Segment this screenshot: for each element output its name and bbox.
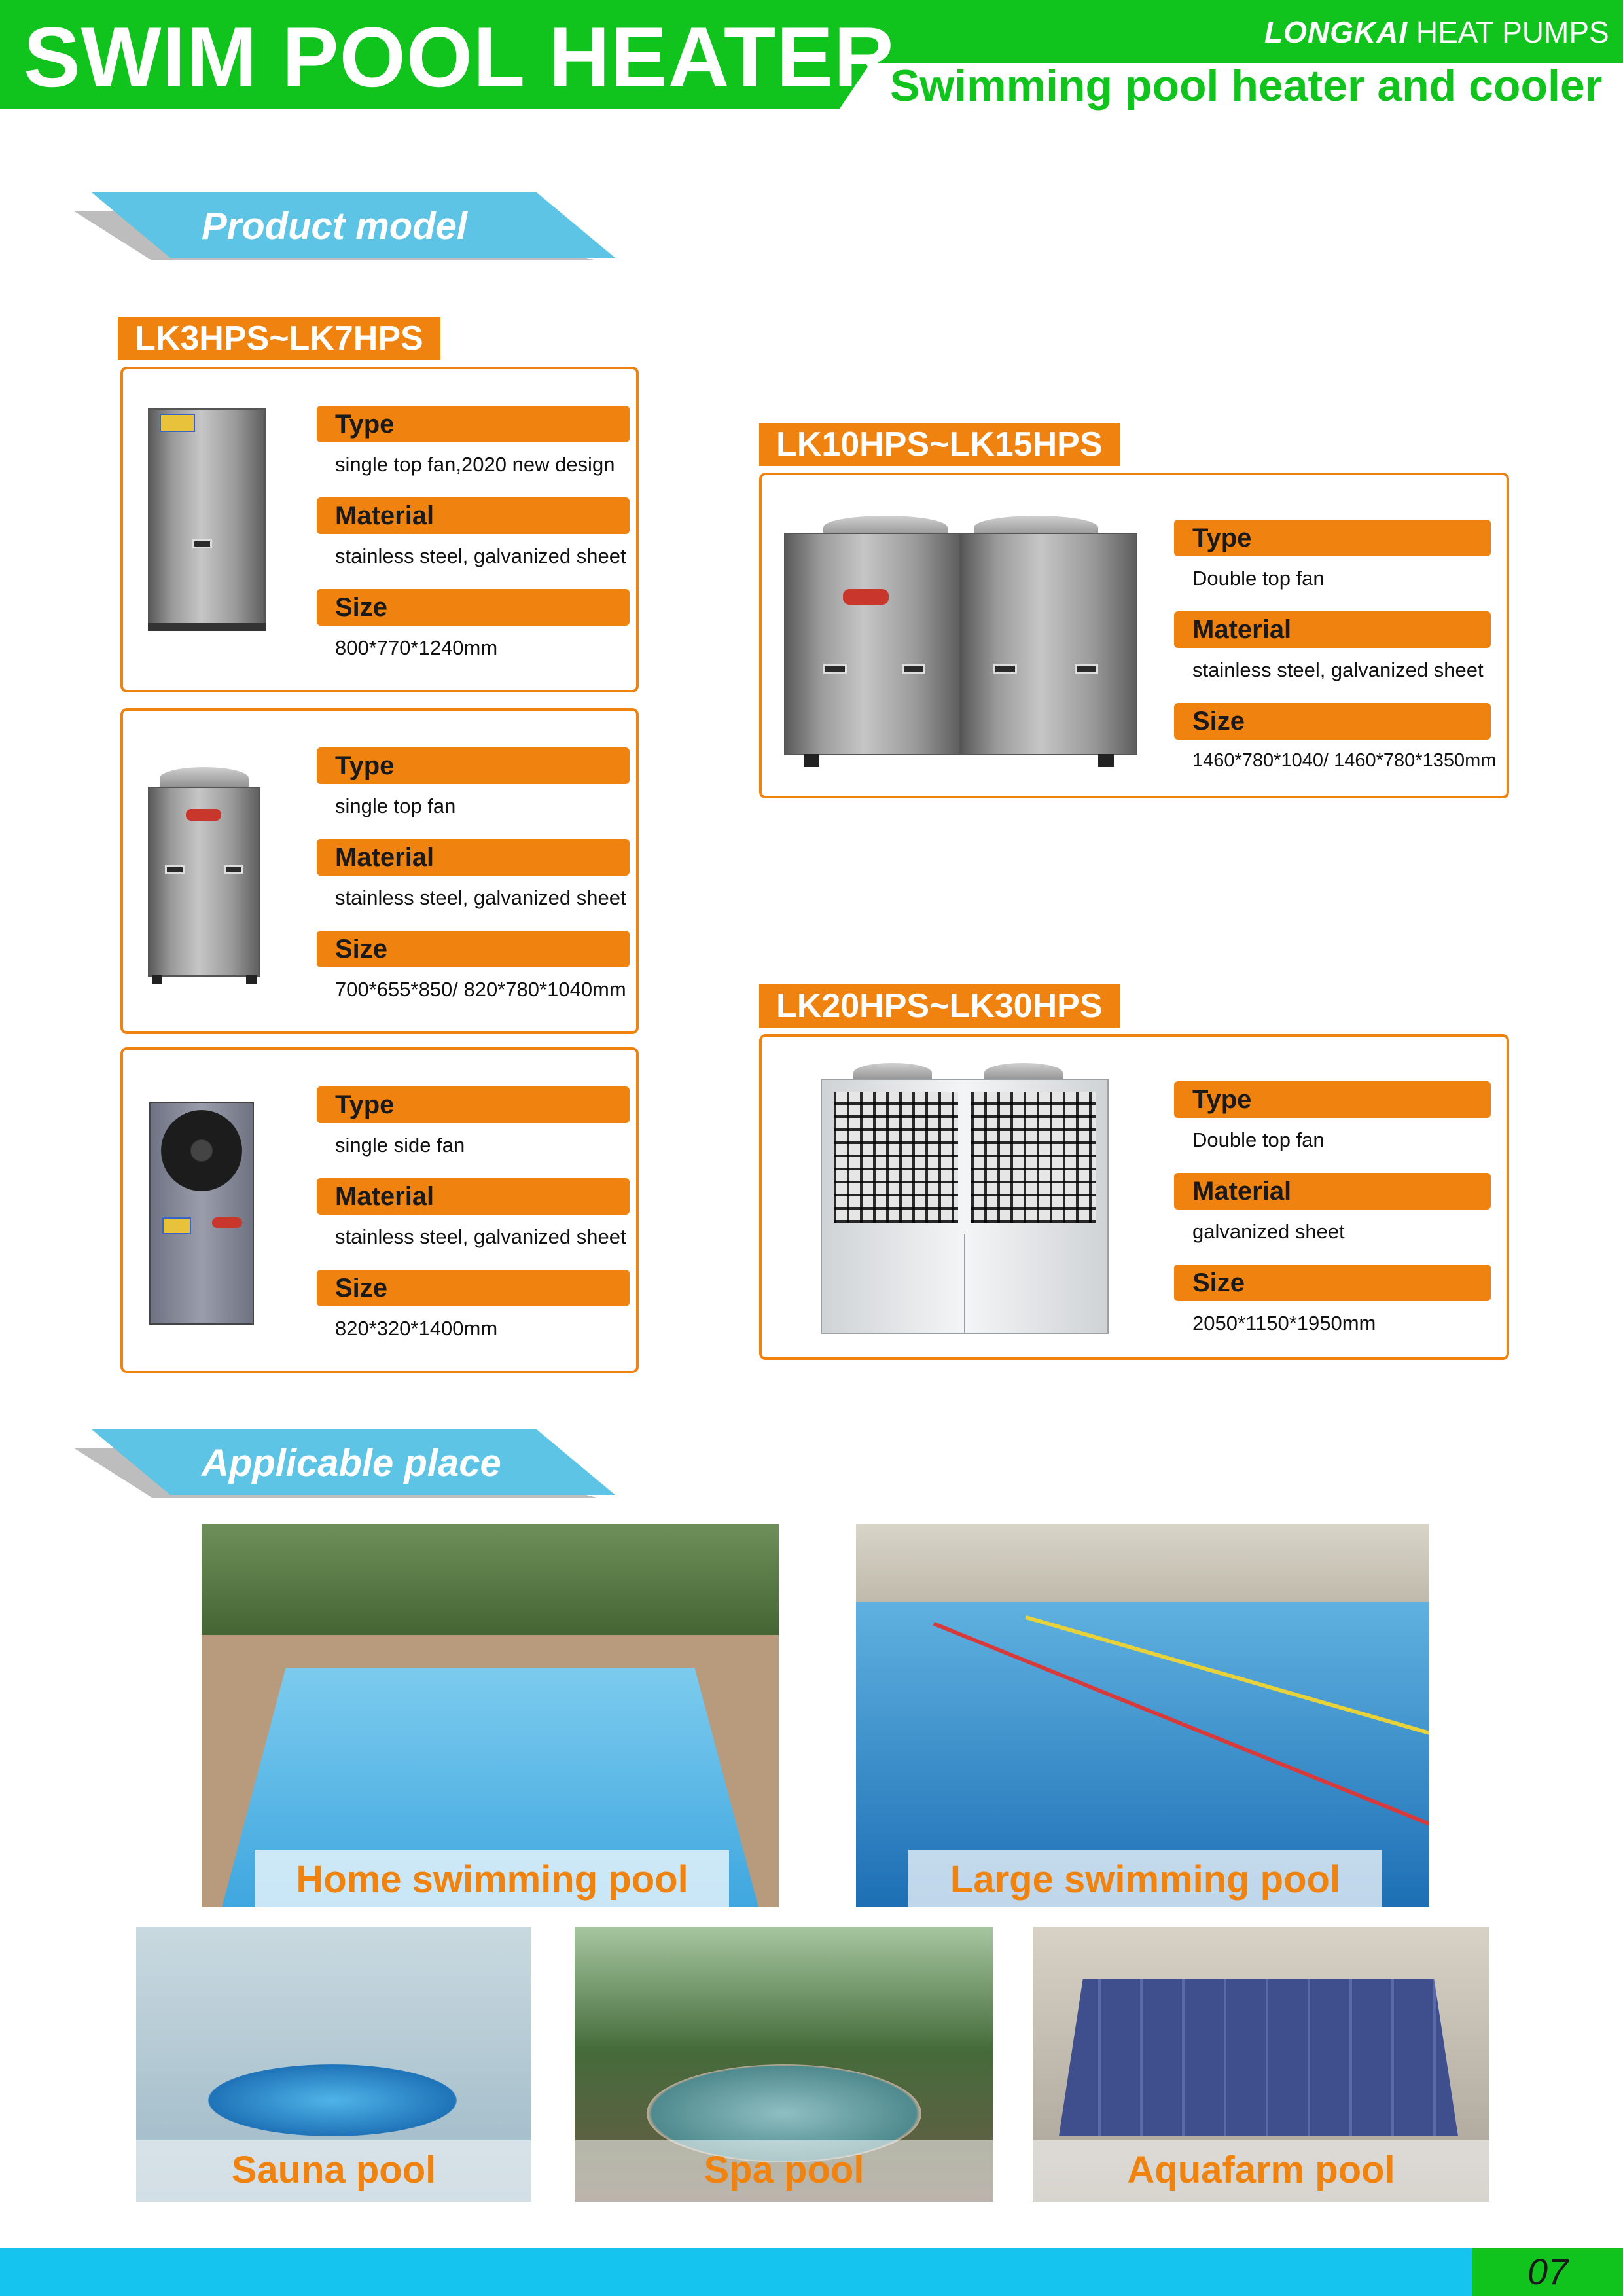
product-card-5	[759, 1034, 1509, 1360]
spec-value-material: galvanized sheet	[1192, 1220, 1345, 1243]
spec-value-size: 800*770*1240mm	[335, 636, 498, 659]
spec-label-size: Size	[317, 589, 630, 626]
page-title: SWIM POOL HEATER	[24, 9, 896, 105]
brand-tagline: HEAT PUMPS	[1416, 15, 1609, 49]
page-subtitle: Swimming pool heater and cooler	[890, 61, 1603, 111]
spec-value-material: stainless steel, galvanized sheet	[335, 545, 626, 567]
spec-label-material: Material	[317, 1178, 630, 1215]
handle-icon	[902, 664, 925, 674]
photo-aquafarm-pool	[1033, 1927, 1489, 2202]
handle-icon	[993, 664, 1017, 674]
spec-label-material: Material	[1174, 611, 1491, 648]
spec-label-material: Material	[317, 839, 630, 876]
product-card-2	[120, 708, 639, 1034]
model-label-lk3-lk7: LK3HPS~LK7HPS	[118, 317, 440, 360]
spec-value-size: 700*655*850/ 820*780*1040mm	[335, 978, 626, 1001]
caption-spa-pool: Spa pool	[704, 2149, 865, 2191]
spec-value-material: stainless steel, galvanized sheet	[335, 1225, 626, 1248]
spec-value-type: single side fan	[335, 1134, 465, 1157]
photo-spa-pool	[575, 1927, 993, 2202]
footer-bar	[0, 2248, 1623, 2296]
spec-value-material: stainless steel, galvanized sheet	[335, 886, 626, 909]
caption-home-pool: Home swimming pool	[255, 1850, 729, 1907]
spec-value-type: single top fan	[335, 795, 456, 817]
applicable-place-banner	[79, 1429, 615, 1498]
page-number: 07	[1472, 2248, 1623, 2296]
product-model-banner	[79, 192, 615, 260]
brand-name: LONGKAI	[1264, 15, 1408, 49]
spec-label-type: Type	[317, 747, 630, 784]
spec-value-type: Double top fan	[1192, 1128, 1325, 1151]
product-image-4	[784, 516, 1137, 771]
spec-label-material: Material	[1174, 1173, 1491, 1210]
photo-home-pool	[202, 1524, 779, 1907]
handle-icon	[823, 664, 847, 674]
logo-icon	[843, 589, 889, 605]
spec-value-size: 1460*780*1040/ 1460*780*1350mm	[1192, 750, 1497, 771]
handle-icon	[224, 865, 243, 874]
logo-icon	[186, 809, 221, 821]
grille-icon	[971, 1092, 1096, 1223]
sticker-icon	[162, 1217, 191, 1234]
model-label-lk10-lk15: LK10HPS~LK15HPS	[759, 423, 1120, 466]
product-image-5	[821, 1063, 1109, 1338]
grille-icon	[834, 1092, 958, 1223]
caption-large-pool: Large swimming pool	[908, 1850, 1382, 1907]
product-card-1	[120, 367, 639, 692]
caption-sauna-pool: Sauna pool	[231, 2149, 437, 2191]
brand-logo	[1264, 14, 1609, 50]
spec-label-type: Type	[317, 1086, 630, 1123]
sticker-icon	[160, 414, 195, 432]
spec-value-size: 820*320*1400mm	[335, 1317, 498, 1340]
photo-large-pool	[856, 1524, 1429, 1907]
handle-icon	[192, 539, 212, 548]
spec-label-size: Size	[1174, 703, 1491, 740]
spec-label-type: Type	[1174, 520, 1491, 556]
spec-label-size: Size	[317, 931, 630, 967]
spec-label-size: Size	[317, 1270, 630, 1306]
handle-icon	[1075, 664, 1098, 674]
side-fan-icon	[161, 1110, 242, 1191]
spec-value-type: Double top fan	[1192, 567, 1325, 590]
product-image-2	[148, 767, 260, 984]
fan-icon	[160, 767, 249, 789]
product-card-3	[120, 1047, 639, 1373]
spec-label-material: Material	[317, 497, 630, 534]
product-model-heading: Product model	[202, 205, 468, 247]
product-image-1	[148, 408, 266, 631]
applicable-place-heading: Applicable place	[202, 1442, 501, 1484]
handle-icon	[165, 865, 185, 874]
spec-value-size: 2050*1150*1950mm	[1192, 1312, 1376, 1335]
spec-label-type: Type	[1174, 1081, 1491, 1118]
spec-value-material: stainless steel, galvanized sheet	[1192, 658, 1484, 681]
product-card-4	[759, 473, 1509, 798]
spec-value-type: single top fan,2020 new design	[335, 453, 615, 476]
logo-icon	[212, 1217, 242, 1228]
spec-label-size: Size	[1174, 1265, 1491, 1301]
model-label-lk20-lk30: LK20HPS~LK30HPS	[759, 984, 1120, 1028]
photo-sauna-pool	[136, 1927, 531, 2202]
caption-aquafarm-pool: Aquafarm pool	[1127, 2149, 1395, 2191]
product-image-3	[149, 1102, 254, 1331]
spec-label-type: Type	[317, 406, 630, 442]
